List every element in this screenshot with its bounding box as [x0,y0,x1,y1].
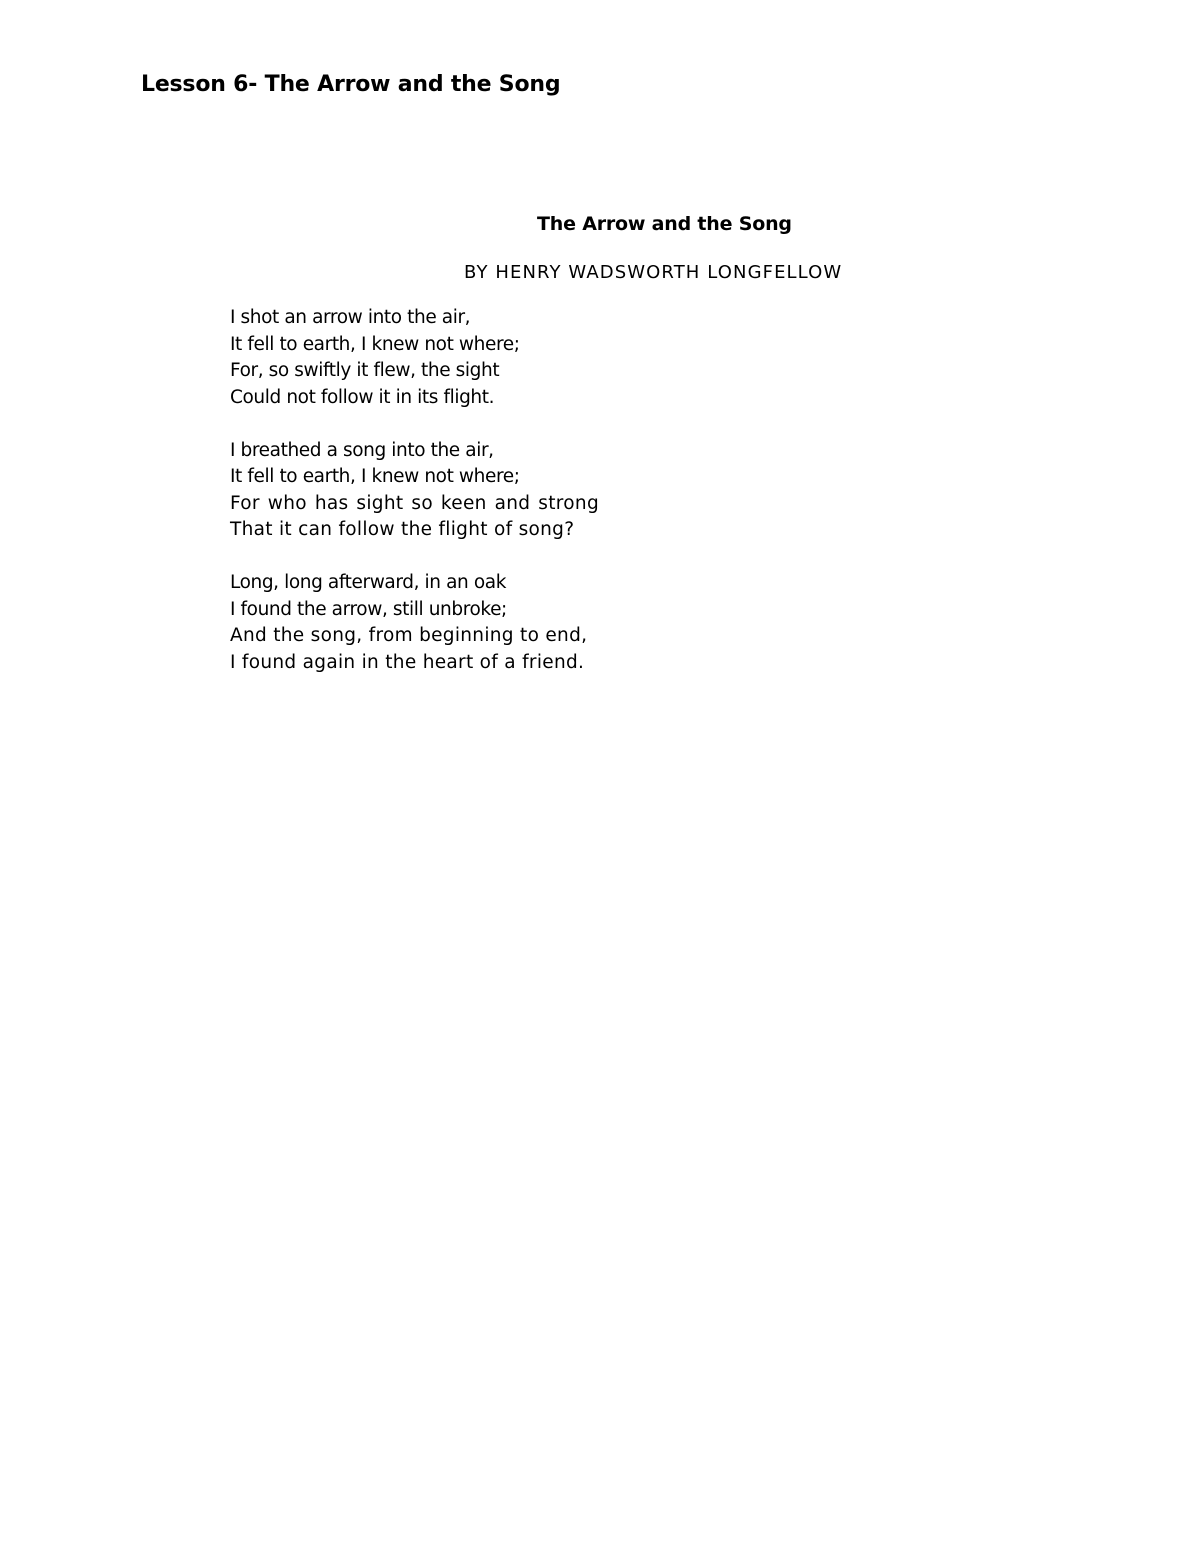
poem-body [230,305,599,703]
poem-line: For who has sight so keen and strong That it can follow the flight of song? [230,492,599,540]
poem-line: And the song, from beginning to end, [230,625,588,646]
stanza-3 [230,570,599,676]
poem-line: I shot an arrow into the air, [230,307,471,328]
poem-line: For, so swiftly it flew, the sight [230,360,500,381]
poem-line: I found again in the heart of a friend. [230,651,585,673]
poem-line: It fell to earth, I knew not where; [230,466,520,487]
poem-line: I breathed a song into the air, [230,439,494,461]
poem-line: Long, long afterward, in an oak [230,572,507,593]
poem-line: I found the arrow, still unbroke; [230,598,507,620]
poem-author: BY HENRY WADSWORTH LONGFELLOW [464,262,843,283]
lesson-heading: Lesson 6- The Arrow and the Song [141,72,561,97]
stanza-1 [230,305,599,411]
stanza-2 [230,438,599,544]
poem-title: The Arrow and the Song [537,213,792,235]
poem-line: It fell to earth, I knew not where; [230,333,520,355]
poem-line: Could not follow it in its flight. [230,386,495,408]
